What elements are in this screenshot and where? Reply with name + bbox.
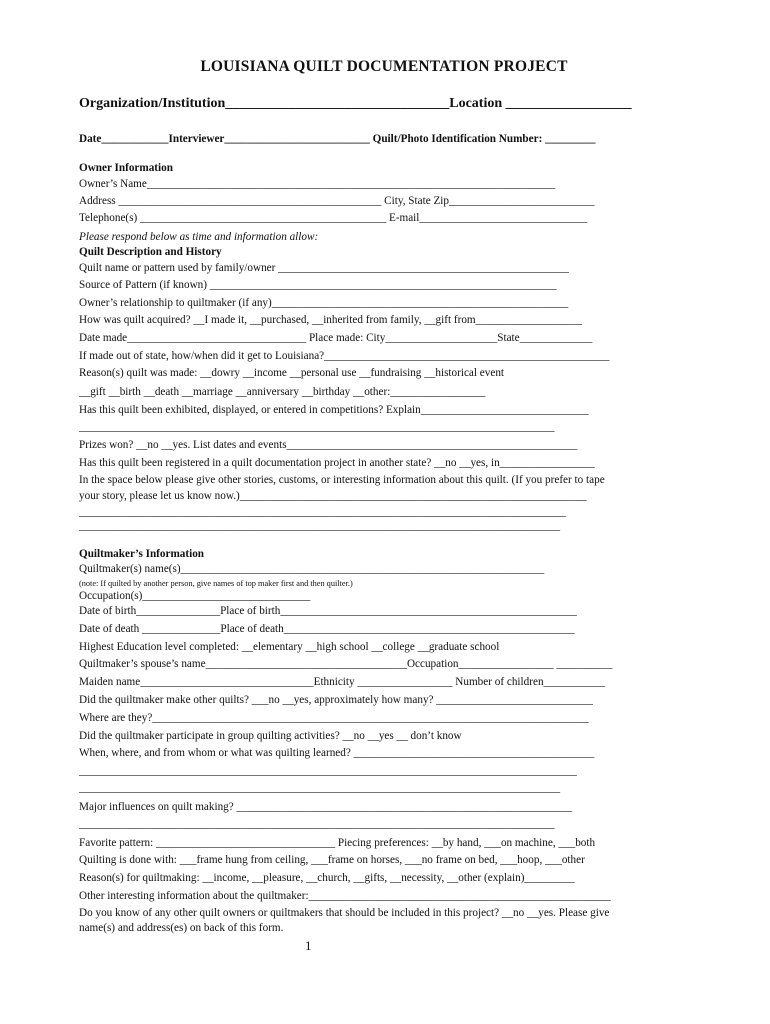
reason-options-row-1[interactable]: Reason(s) quilt was made: __dowry __income __personal use __fundraising __historical event [79, 367, 505, 379]
stories-prompt: In the space below please give other stories, customs, or interesting information about this quilt. (If you prefer to tape [79, 474, 605, 486]
other-info-field[interactable]: Other interesting information about the quiltmaker:______________________________________________________ [79, 890, 611, 902]
exhibited-field-cont[interactable]: _____________________________________________________________________________________ [79, 421, 555, 433]
learned-field-line-3[interactable]: ______________________________________________________________________________________ [79, 782, 561, 794]
page-title: LOUISIANA QUILT DOCUMENTATION PROJECT [200, 58, 568, 75]
quiltmaker-heading: Quiltmaker’s Information [79, 548, 205, 560]
quilting-method-options[interactable]: Quilting is done with: ___frame hung from ceiling, ___frame on horses, ___no frame on bed, ___hoop, ___other [79, 854, 585, 866]
quiltmaker-name-field[interactable]: Quiltmaker(s) name(s)_________________________________________________________________ [79, 563, 545, 575]
description-heading: Quilt Description and History [79, 246, 222, 258]
date-interviewer-line[interactable]: Date____________Interviewer__________________________ Quilt/Photo Identification Number: _________ [79, 133, 596, 145]
learned-field[interactable]: When, where, and from whom or what was quilting learned? ___________________________________________ [79, 747, 595, 759]
stories-field[interactable]: your story, please let us know now.)______________________________________________________________ [79, 490, 587, 502]
owner-address-field[interactable]: Address _______________________________________________ City, State Zip__________________________ [79, 195, 595, 207]
other-owners-options[interactable]: Do you know of any other quilt owners or quiltmakers that should be included in this project? __no __yes. Please give [79, 907, 610, 919]
quiltmaking-reason-options[interactable]: Reason(s) for quiltmaking: __income, __pleasure, __church, __gifts, __necessity, __other (explain)_________ [79, 872, 575, 884]
owner-telephone-field[interactable]: Telephone(s) ____________________________________________ E-mail______________________________ [79, 212, 588, 224]
where-field[interactable]: Where are they?______________________________________________________________________________ [79, 712, 589, 724]
quiltmaker-note: (note: If quilted by another person, give names of top maker first and then quilter.) [79, 579, 353, 588]
other-quilts-options[interactable]: Did the quiltmaker make other quilts? ___no __yes, approximately how many? ____________________________ [79, 694, 593, 706]
spouse-field[interactable]: Quiltmaker’s spouse’s name____________________________________Occupation_________________ __________ [79, 658, 613, 670]
registered-field[interactable]: Has this quilt been registered in a quilt documentation project in another state? __no __yes, in_________________ [79, 457, 595, 469]
favorite-pattern-field[interactable]: Favorite pattern: ________________________________ Piecing preferences: __by hand, ___on machine, ___both [79, 837, 596, 849]
learned-field-line-2[interactable]: _________________________________________________________________________________________ [79, 765, 577, 777]
instruction-text: Please respond below as time and information allow: [79, 231, 319, 243]
exhibited-field[interactable]: Has this quilt been exhibited, displayed, or entered in competitions? Explain______________________________ [79, 404, 589, 416]
owner-heading: Owner Information [79, 162, 173, 174]
pattern-name-field[interactable]: Quilt name or pattern used by family/owner ____________________________________________________ [79, 262, 570, 274]
prizes-field[interactable]: Prizes won? __no __yes. List dates and events____________________________________________________ [79, 439, 578, 451]
out-of-state-field[interactable]: If made out of state, how/when did it get to Louisiana?___________________________________________________ [79, 350, 610, 362]
maiden-name-field[interactable]: Maiden name_______________________________Ethnicity _________________ Number of children___________ [79, 676, 606, 688]
reason-options-row-2[interactable]: __gift __birth __death __marriage __anniversary __birthday __other:_________________ [79, 386, 486, 398]
pattern-source-field[interactable]: Source of Pattern (if known) ______________________________________________________________ [79, 279, 557, 291]
death-field[interactable]: Date of death ______________Place of death____________________________________________________ [79, 623, 575, 635]
birth-field[interactable]: Date of birth_______________Place of birth_____________________________________________________ [79, 605, 577, 617]
date-place-made-field[interactable]: Date made________________________________ Place made: City____________________State_____________ [79, 332, 593, 344]
page-number: 1 [305, 938, 312, 953]
acquired-options[interactable]: How was quilt acquired? __I made it, __purchased, __inherited from family, __gift from___________________ [79, 314, 582, 326]
group-activities-options[interactable]: Did the quiltmaker participate in group quilting activities? __no __yes __ don’t know [79, 730, 462, 742]
other-owners-instruction: name(s) and address(es) on back of this form. [79, 922, 284, 934]
owner-relationship-field[interactable]: Owner’s relationship to quiltmaker (if any)_____________________________________________________ [79, 297, 569, 309]
stories-field-line-2[interactable]: _______________________________________________________________________________________ [79, 506, 566, 518]
occupation-field[interactable]: Occupation(s)______________________________ [79, 590, 311, 602]
influences-field-line-2[interactable]: _____________________________________________________________________________________ [79, 818, 555, 830]
stories-field-line-3[interactable]: ______________________________________________________________________________________ [79, 520, 561, 532]
owner-name-field[interactable]: Owner’s Name_________________________________________________________________________ [79, 178, 556, 190]
education-options[interactable]: Highest Education level completed: __elementary __high school __college __graduate school [79, 641, 500, 653]
influences-field[interactable]: Major influences on quilt making? ____________________________________________________________ [79, 801, 573, 813]
organization-location-line[interactable]: Organization/Institution________________________________Location __________________ [79, 96, 632, 111]
